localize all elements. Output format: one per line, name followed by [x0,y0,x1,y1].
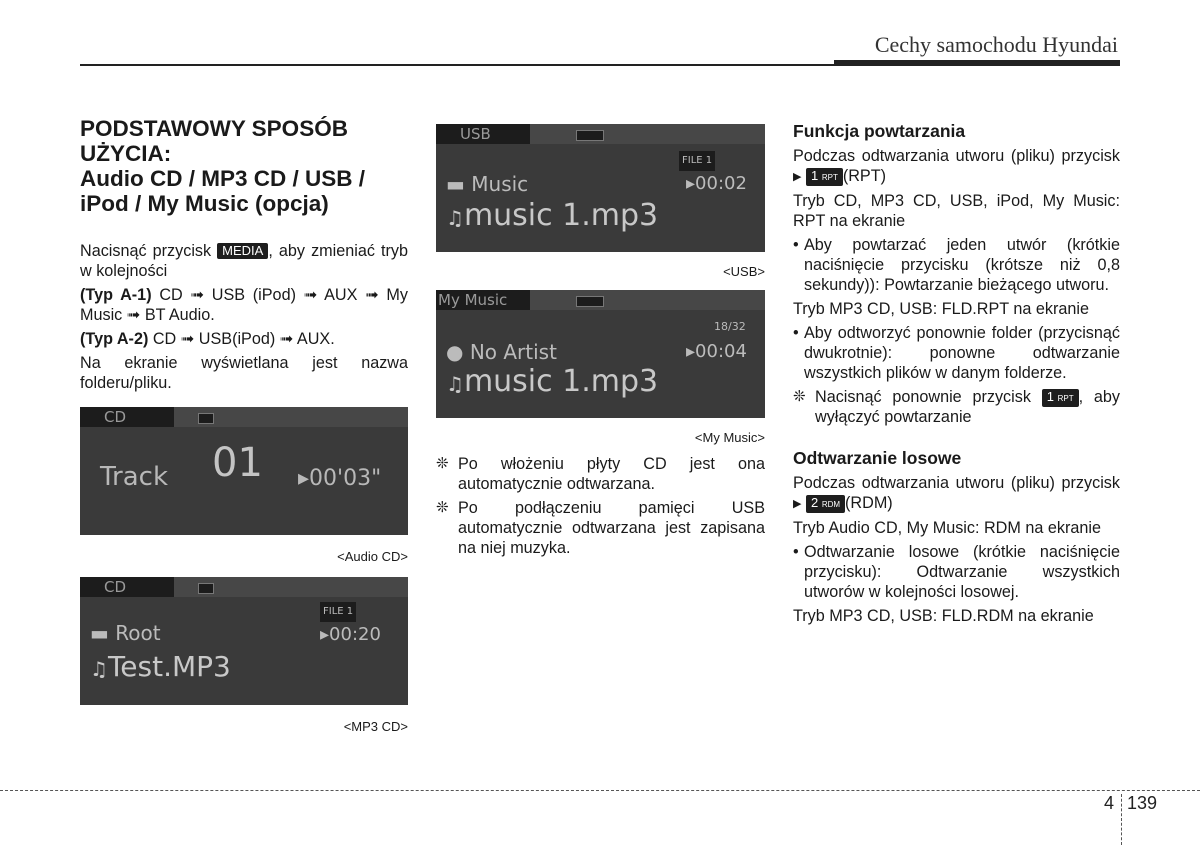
repeat-bullet-track: • Aby powtarzać jeden utwór (krótkie naciśnięcie przycisku (krótsze niż 0,8 sekundy)): Powtarzanie bieżącego utworu. [793,236,1120,294]
mp3-cd-screen [80,577,408,705]
play-time: ▸00:20 [320,624,381,645]
song-row: ♫music 1.mp3 [446,198,659,233]
music-note-icon: ♫ [90,657,108,681]
column-middle [436,124,765,562]
caption-my-music: <My Music> [694,430,765,445]
note-asterisk-icon: ❊ [436,499,449,516]
folder-icon: ▬ [446,172,465,196]
folder-row: ▬ Music [446,172,529,196]
caption-mp3-cd: <MP3 CD> [343,719,408,734]
screen-tab: My Music [436,290,530,310]
repeat-intro: Podczas odtwarzania utworu (pliku) przycisk ▶ 1 RPT (RPT) [793,147,1120,185]
header-rule-accent [834,60,1120,66]
music-note-icon: ♫ [446,372,464,396]
audio-cd-screen [80,407,408,535]
repeat-off-note: ❊ Nacisnąć ponownie przycisk 1 RPT , aby wyłączyć powtarzanie [793,388,1120,426]
type-a2-paragraph: (Typ A-2) CD ➟ USB(iPod) ➟ AUX. [80,330,335,348]
display-paragraph: Na ekranie wyświetlana jest nazwa folderu/pliku. [80,354,408,392]
running-header: Cechy samochodu Hyundai [874,32,1118,57]
artist-row: ● No Artist [446,340,557,364]
note-usb: ❊ Po podłączeniu pamięci USB automatycznie odtwarzana jest zapisana na niej muzyka. [436,499,765,557]
person-icon: ● [446,340,464,364]
random-intro: Podczas odtwarzania utworu (pliku) przycisk ▶ 2 RDM (RDM) [793,474,1120,512]
page-number: 139 [1127,793,1158,813]
caption-audio-cd: <Audio CD> [337,549,408,564]
track-count: 18/32 [714,320,746,333]
media-button-icon: MEDIA [217,243,268,259]
song-row: ♫music 1.mp3 [446,364,659,399]
footer-rule [0,790,1200,791]
caption-usb: <USB> [723,264,765,279]
screen-tab: CD [80,407,174,427]
screen-tab: CD [80,577,174,597]
rdm-button-icon: 2 RDM [806,495,845,513]
usb-screen [436,124,765,252]
play-time: ▸00:02 [686,173,747,194]
track-number: 01 [212,440,263,486]
column-left [80,112,408,747]
folder-row: ▬ Root [90,621,161,645]
random-mode: Tryb Audio CD, My Music: RDM na ekranie [793,519,1101,537]
note-asterisk-icon: ❊ [436,455,449,472]
track-time: ▸00'03" [298,466,382,491]
random-bullet: • Odtwarzanie losowe (krótkie naciśnięcie przycisku): Odtwarzanie wszystkich utworów w kolejności losowej. [793,543,1120,601]
rpt-button-icon: 1 RPT [806,168,843,186]
file-number: FILE 1 [320,602,356,622]
type-a1-paragraph: (Typ A-1) CD ➟ USB (iPod) ➟ AUX ➟ My Music ➟ BT Audio. [80,286,409,324]
repeat-mode: Tryb CD, MP3 CD, USB, iPod, My Music: RPT na ekranie [793,192,1120,230]
folder-icon: ▬ [90,621,109,645]
play-triangle-icon: ▶ [793,498,802,510]
note-cd: ❊ Po włożeniu płyty CD jest ona automatycznie odtwarzana. [436,455,765,493]
note-asterisk-icon: ❊ [793,388,806,405]
my-music-screen [436,290,765,418]
rpt-button-icon: 1 RPT [1042,389,1079,407]
usb-mode-icon [576,130,604,141]
play-time: ▸00:04 [686,341,747,362]
usb-mode-icon [576,296,604,307]
track-label: Track [100,462,169,492]
cd-mode-icon [198,413,214,424]
song-row: ♫Test.MP3 [90,650,231,683]
column-right [793,116,1120,630]
screen-tab: USB [436,124,530,144]
repeat-heading: Funkcja powtarzania [793,121,966,141]
repeat-bullet-folder: • Aby odtworzyć ponownie folder (przycisnąć dwukrotnie): ponowne odtwarzanie wszystkich plików w danym folderze. [793,324,1120,382]
play-triangle-icon: ▶ [793,171,802,183]
media-paragraph: Nacisnąć przycisk MEDIA , aby zmieniać tryb w kolejności [80,242,408,280]
chapter-number: 4 [1104,793,1115,813]
random-folder-mode: Tryb MP3 CD, USB: FLD.RDM na ekranie [793,607,1094,625]
random-heading: Odtwarzanie losowe [793,448,962,468]
cd-mode-icon [198,583,214,594]
section-heading: PODSTAWOWY SPOSÓB UŻYCIA: Audio CD / MP3 CD / USB / iPod / My Music (opcja) [80,116,366,216]
repeat-folder-mode: Tryb MP3 CD, USB: FLD.RPT na ekranie [793,300,1089,318]
file-number: FILE 1 [679,151,715,171]
footer-divider [1121,794,1122,845]
music-note-icon: ♫ [446,206,464,230]
